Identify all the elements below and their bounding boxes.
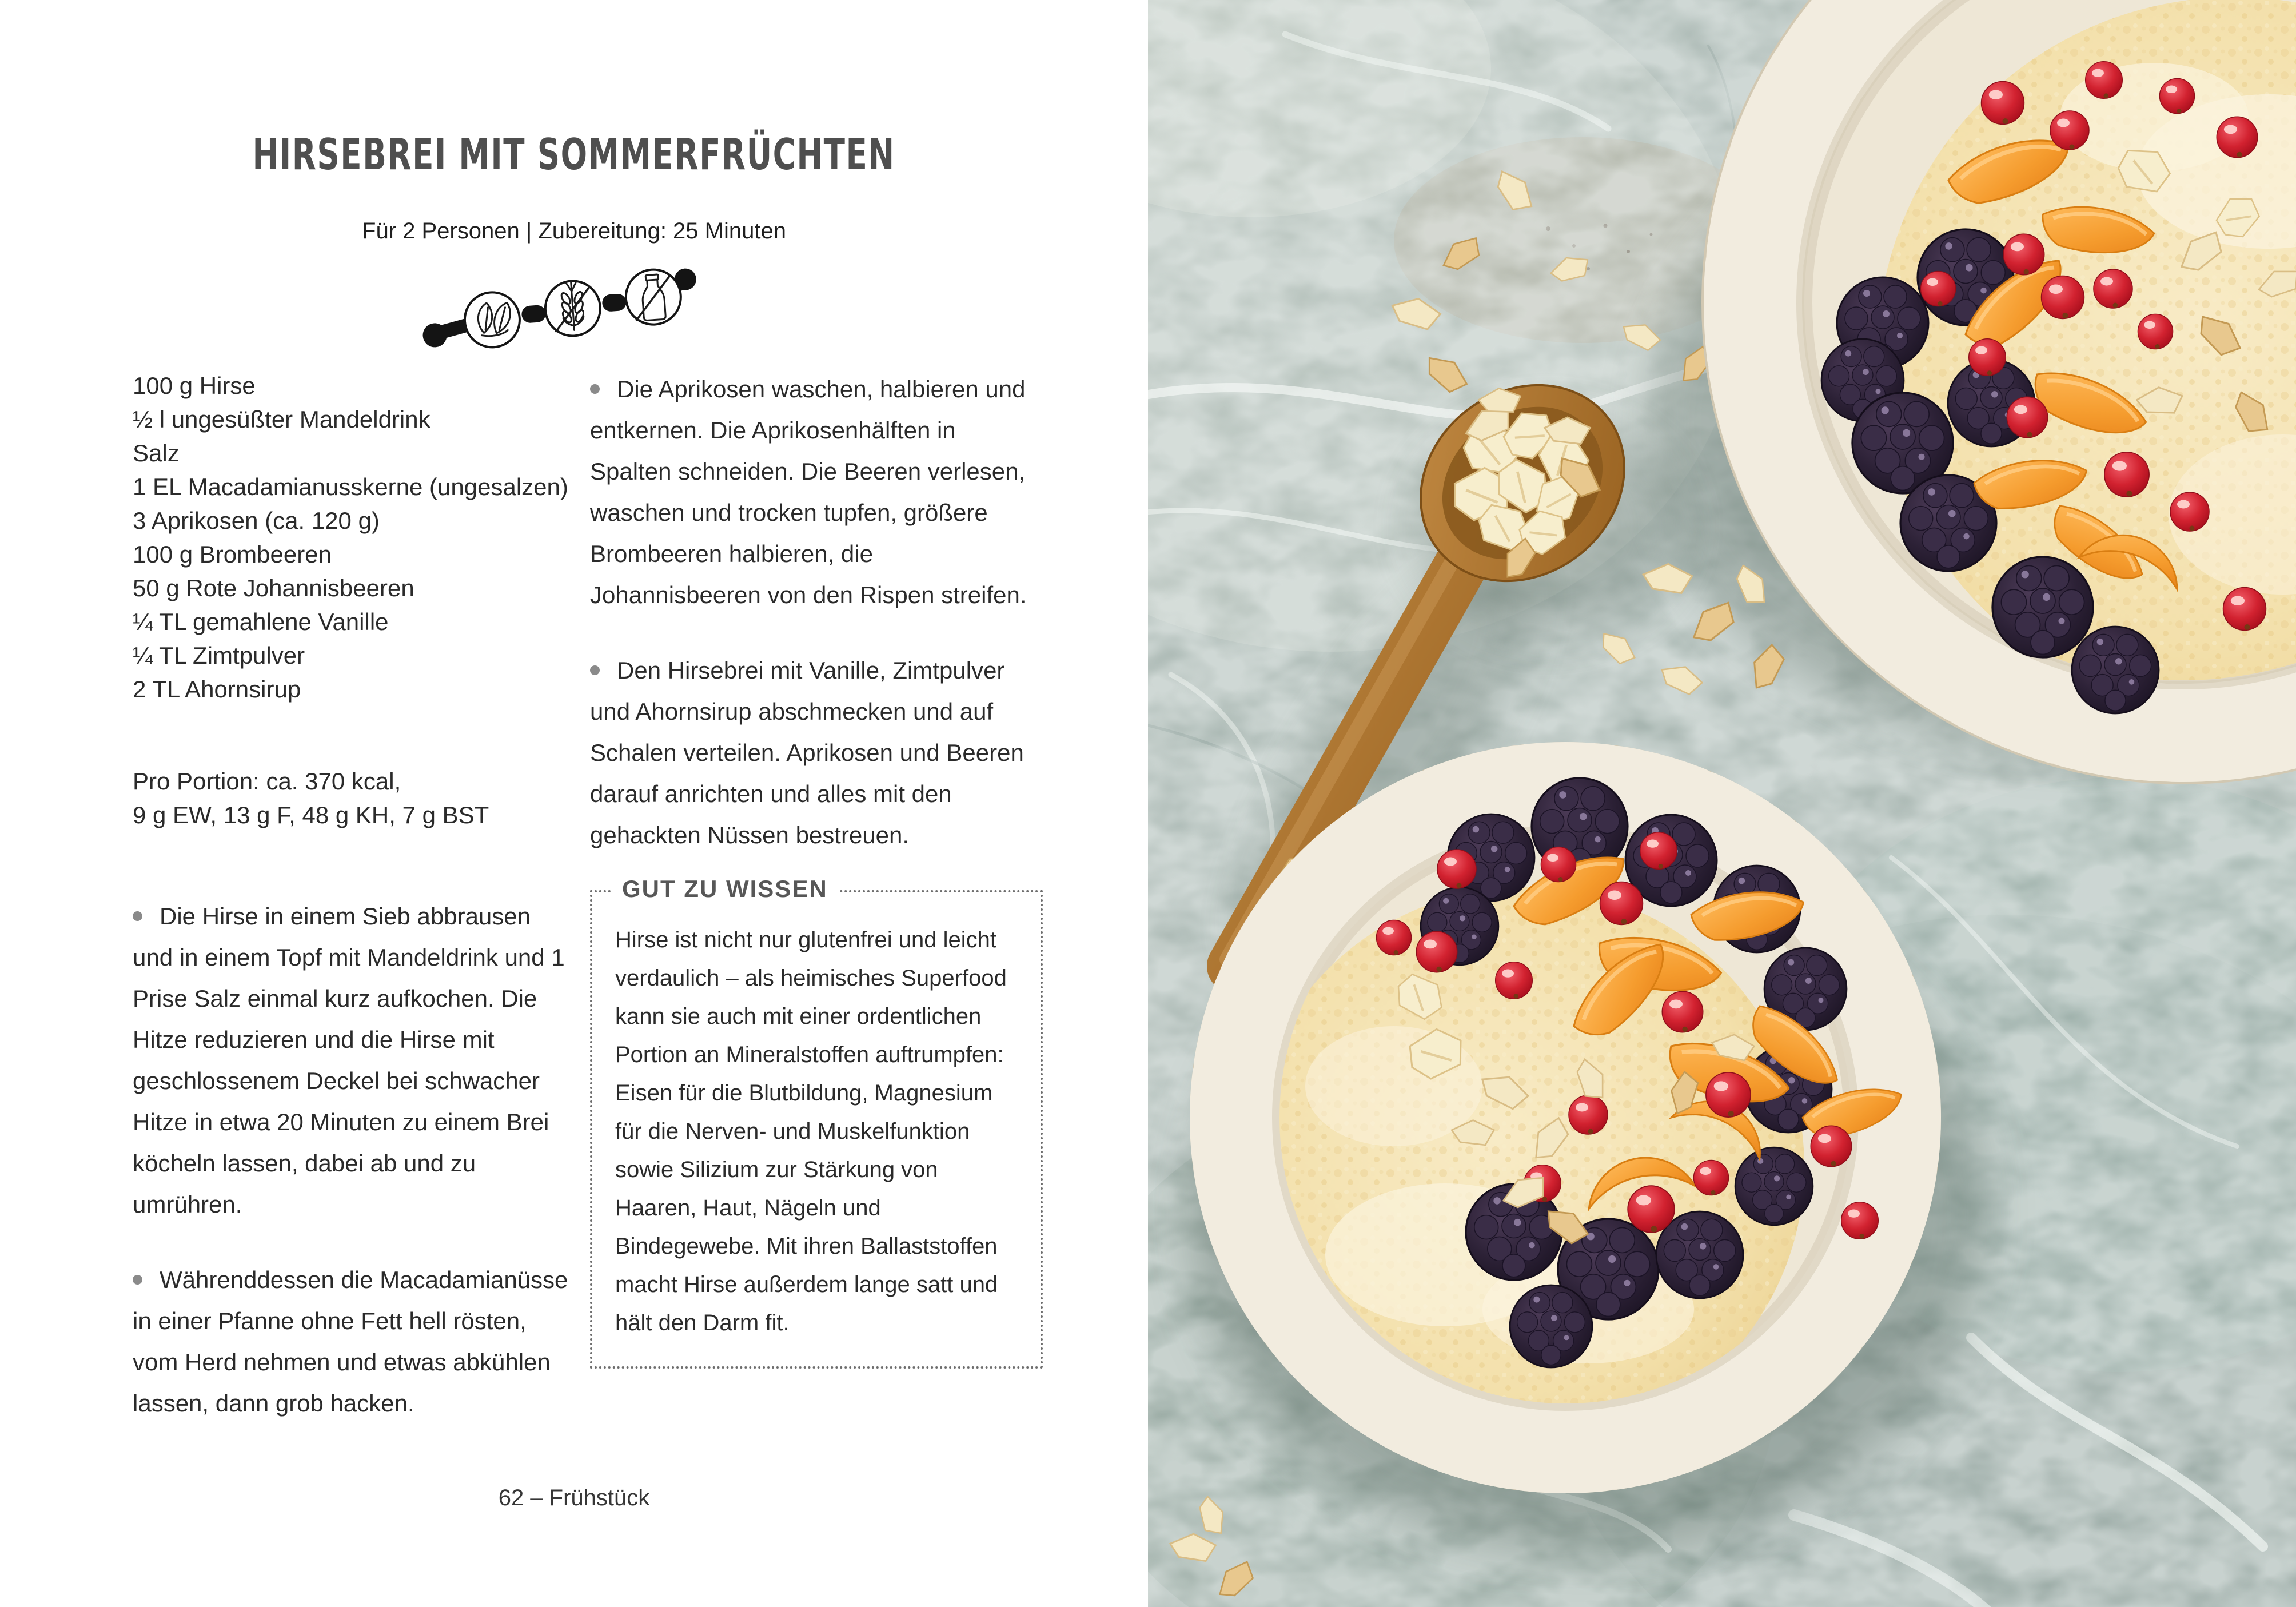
red-currant xyxy=(1496,962,1533,999)
nutrition-info xyxy=(133,764,572,832)
red-currant xyxy=(2223,588,2266,631)
food-photo-page xyxy=(1148,0,2296,1607)
diet-icons xyxy=(417,264,703,356)
red-currant xyxy=(1811,1126,1851,1166)
red-currant xyxy=(1969,339,2006,376)
red-currant xyxy=(1541,847,1576,882)
left-column xyxy=(133,369,572,1458)
ingredient: 2 TL Ahornsirup xyxy=(133,676,301,703)
red-currant xyxy=(2094,269,2132,308)
red-currant xyxy=(2138,314,2173,349)
blackberry xyxy=(1992,557,2093,657)
steps-left xyxy=(133,896,572,1424)
bullet-icon xyxy=(133,1275,142,1285)
page-title xyxy=(0,130,1148,178)
step-text: Den Hirsebrei mit Vanille, Zimtpulver und Ahornsirup abschmecken und auf Schalen verteilen. Aprikosen und Beeren darauf anrichten und alles mit den gehackten Nüssen bestreuen. xyxy=(590,657,1024,848)
red-currant xyxy=(1693,1160,1728,1195)
red-currant xyxy=(1982,82,2024,125)
recipe-step xyxy=(133,896,572,1225)
red-currant xyxy=(1416,931,1457,972)
ingredient: ½ l ungesüßter Mandeldrink xyxy=(133,406,431,433)
ingredient: 1 EL Macadamianusskerne (ungesalzen) xyxy=(133,473,568,500)
recipe-step xyxy=(590,369,1043,616)
page-number-footer: 62 – Frühstück xyxy=(498,1485,650,1510)
red-currant xyxy=(2217,117,2257,157)
bullet-icon xyxy=(133,911,142,921)
red-currant xyxy=(2007,397,2047,437)
recipe-step xyxy=(133,1259,572,1424)
red-currant xyxy=(2050,111,2089,150)
info-box xyxy=(590,875,1043,1369)
chain-link xyxy=(521,305,546,324)
food-photo xyxy=(1148,0,2296,1607)
ingredient: 100 g Hirse xyxy=(133,372,256,399)
red-currant xyxy=(2003,234,2044,274)
red-currant xyxy=(1628,1186,1675,1233)
ingredient: ¼ TL gemahlene Vanille xyxy=(133,608,389,635)
step-text: Die Aprikosen waschen, halbieren und entkernen. Die Aprikosenhälften in Spalten schneiden. Die Beeren verlesen, waschen und trocken tupfen, größere Brombeeren halbieren, die Johannisbeeren von den Rispen streifen. xyxy=(590,376,1027,608)
red-currant xyxy=(1920,271,1955,306)
main-bowl xyxy=(1191,743,1940,1492)
steps-right xyxy=(590,369,1043,856)
blackberry xyxy=(2072,627,2159,713)
red-currant xyxy=(2104,452,2149,497)
red-currant xyxy=(2086,62,2123,99)
blackberry xyxy=(1510,1285,1592,1367)
nutrition-line: Pro Portion: ca. 370 kcal, xyxy=(133,768,401,795)
recipe-meta: Für 2 Personen | Zubereitung: 25 Minuten xyxy=(362,218,786,244)
red-currant xyxy=(2042,276,2084,319)
ingredient-list xyxy=(133,369,572,706)
ingredient: Salz xyxy=(133,440,180,466)
red-currant xyxy=(1841,1202,1879,1239)
red-currant xyxy=(1437,850,1476,888)
red-currant xyxy=(1706,1072,1751,1117)
ingredient: 3 Aprikosen (ca. 120 g) xyxy=(133,507,380,534)
info-box-text: Hirse ist nicht nur glutenfrei und leicht verdaulich – als heimisches Superfood kann sie auch mit einer ordentlichen Portion an Mineralstoffen auftrumpfen: Eisen für die Blutbildung, Magnesium für die Nerven- und Muskelfunktion sowie Silizium zur Stärkung von Haaren, Haut, Nägeln und Bindegewebe. Mit ihren Ballaststoffen macht Hirse außerdem lange satt und hält den Darm fit. xyxy=(615,927,1007,1335)
bullet-icon xyxy=(590,665,600,675)
blackberry xyxy=(1735,1147,1813,1225)
ingredient: ¼ TL Zimtpulver xyxy=(133,642,305,669)
ingredient: 50 g Rote Johannisbeeren xyxy=(133,575,414,601)
red-currant xyxy=(2170,492,2209,531)
red-currant xyxy=(1600,882,1643,925)
right-column xyxy=(590,369,1043,1369)
step-text: Die Hirse in einem Sieb abbrausen und in einem Topf mit Mandeldrink und 1 Prise Salz einmal kurz aufkochen. Die Hitze reduzieren und die Hirse mit geschlossenem Deckel bei schwacher Hitze in etwa 20 Minuten zu einem Brei köcheln lassen, dabei ab und zu umrühren. xyxy=(133,903,565,1218)
red-currant xyxy=(1640,832,1677,870)
ingredient: 100 g Brombeeren xyxy=(133,541,332,568)
recipe-title: HIRSEBREI MIT SOMMERFRÜCHTEN xyxy=(252,129,896,180)
red-currant xyxy=(2159,78,2194,113)
red-currant xyxy=(1569,1095,1608,1134)
leaf-icon xyxy=(463,290,521,349)
nutrition-line: 9 g EW, 13 g F, 48 g KH, 7 g BST xyxy=(133,801,489,828)
crossed-grain-icon xyxy=(544,278,603,337)
bullet-icon xyxy=(590,384,600,394)
crossed-milk-bottle-icon xyxy=(624,268,683,326)
info-box-title: GUT ZU WISSEN xyxy=(612,875,838,903)
chain-link xyxy=(601,293,627,312)
red-currant xyxy=(1662,991,1703,1032)
step-text: Währenddessen die Macadamianüsse in einer Pfanne ohne Fett hell rösten, vom Herd nehmen und etwas abkühlen lassen, dann grob hacken. xyxy=(133,1266,568,1417)
recipe-step xyxy=(590,650,1043,856)
red-currant xyxy=(1376,920,1411,955)
